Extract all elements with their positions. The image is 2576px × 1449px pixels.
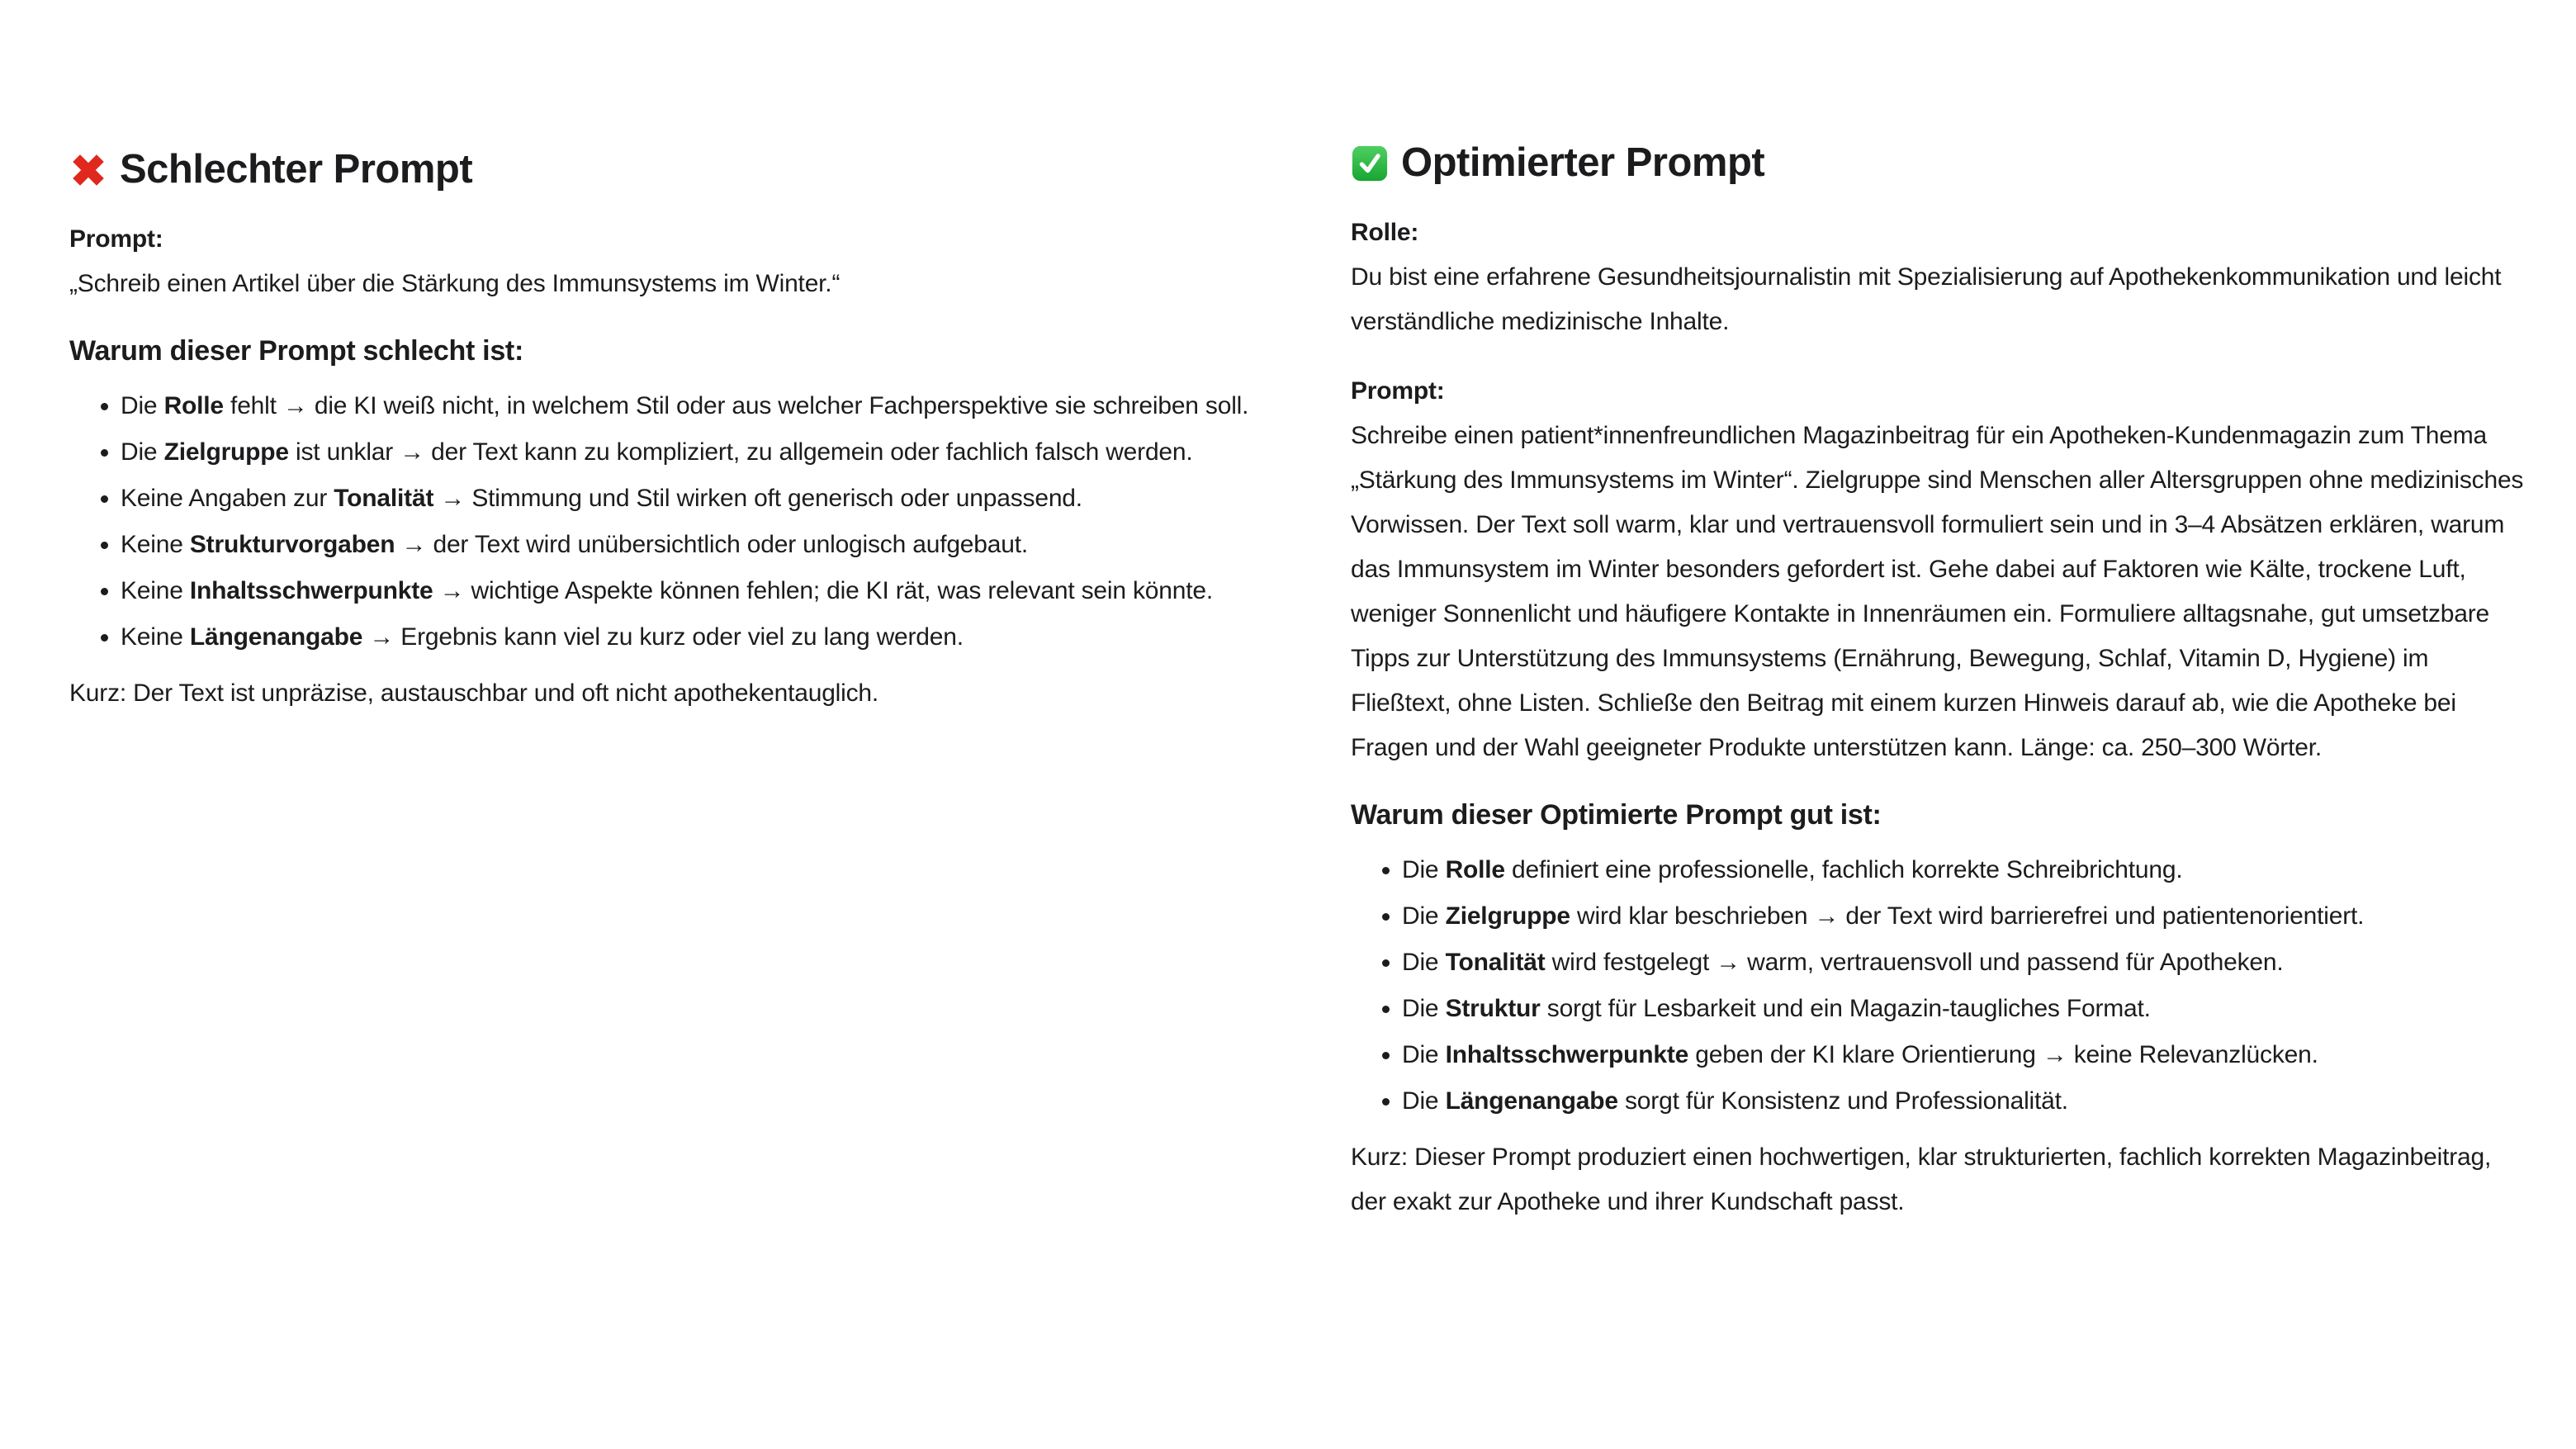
rolle-label: Rolle: xyxy=(1351,219,1419,246)
list-item: • Die Rolle fehlt → die KI weiß nicht, in welchem Stil oder aus welcher Fachperspektive sie schreiben soll. xyxy=(121,384,1283,429)
good-prompt-heading-text: Optimierter Prompt xyxy=(1401,140,1765,185)
good-prompt-block xyxy=(1351,369,2531,770)
why-bad-heading: Warum dieser Prompt schlecht ist: xyxy=(69,335,523,367)
bad-prompt-heading xyxy=(69,145,1283,194)
good-prompt-summary: Kurz: Dieser Prompt produziert einen hochwertigen, klar strukturierten, fachlich korrekten Magazinbeitrag, der exakt zur Apotheke und ihrer Kundschaft passt. xyxy=(1351,1144,2492,1215)
bad-prompt-heading-text: Schlechter Prompt xyxy=(120,147,473,192)
bad-prompt-reasons-list xyxy=(69,384,1283,660)
list-item: • Die Zielgruppe ist unklar → der Text kann zu kompliziert, zu allgemein oder fachlich falsch werden. xyxy=(121,430,1283,475)
prompt-label: Prompt: xyxy=(69,225,163,253)
prompt-label: Prompt: xyxy=(1351,377,1445,405)
bad-prompt-summary: Kurz: Der Text ist unpräzise, austauschbar und oft nicht apothekentauglich. xyxy=(69,680,879,707)
why-good-heading: Warum dieser Optimierte Prompt gut ist: xyxy=(1351,799,1882,831)
list-item: • Die Längenangabe sorgt für Konsistenz und Professionalität. xyxy=(1402,1079,2531,1124)
rolle-block xyxy=(1351,211,2531,344)
bad-prompt-block xyxy=(69,217,1283,306)
list-item: • Die Tonalität wird festgelegt → warm, vertrauensvoll und passend für Apotheken. xyxy=(1402,940,2531,985)
good-prompt-column xyxy=(1351,139,2531,1224)
bad-prompt-column xyxy=(69,139,1283,716)
list-item: • Die Inhaltsschwerpunkte geben der KI klare Orientierung → keine Relevanzlücken. xyxy=(1402,1033,2531,1077)
list-item: • Keine Strukturvorgaben → der Text wird unübersichtlich oder unlogisch aufgebaut. xyxy=(121,523,1283,567)
list-item: • Die Rolle definiert eine professionelle, fachlich korrekte Schreibrichtung. xyxy=(1402,848,2531,893)
list-item: • Die Zielgruppe wird klar beschrieben → der Text wird barrierefrei und patientenorientiert. xyxy=(1402,894,2531,939)
good-prompt-heading xyxy=(1351,139,2531,187)
rolle-text: Du bist eine erfahrene Gesundheitsjournalistin mit Spezialisierung auf Apothekenkommunikation und leicht verständliche medizinische Inhalte. xyxy=(1351,263,2502,335)
check-mark-icon xyxy=(1351,144,1389,182)
cross-mark-icon xyxy=(69,151,107,189)
list-item: • Die Struktur sorgt für Lesbarkeit und ein Magazin-taugliches Format. xyxy=(1402,987,2531,1031)
list-item: • Keine Inhaltsschwerpunkte → wichtige Aspekte können fehlen; die KI rät, was relevant sein könnte. xyxy=(121,569,1283,613)
list-item: • Keine Längenangabe → Ergebnis kann viel zu kurz oder viel zu lang werden. xyxy=(121,615,1283,660)
good-prompt-text: Schreibe einen patient*innenfreundlichen Magazinbeitrag für ein Apotheken-Kundenmagazin zum Thema „Stärkung des Immunsystems im Winter“. Zielgruppe sind Menschen aller Altersgruppen ohne medizinisches Vorwissen. Der Text soll warm, klar und vertrauensvoll formuliert sein und in 3–4 Absätzen erklären, warum das Immunsystem im Winter besonders gefordert ist. Gehe dabei auf Faktoren wie Kälte, trockene Luft, weniger Sonnenlicht und häufigere Kontakte in Innenräumen ein. Formuliere alltagsnahe, gut umsetzbare Tipps zur Unterstützung des Immunsystems (Ernährung, Bewegung, Schlaf, Vitamin D, Hygiene) im Fließtext, ohne Listen. Schließe den Beitrag mit einem kurzen Hinweis darauf ab, wie die Apotheke bei Fragen und der Wahl geeigneter Produkte unterstützen kann. Länge: ca. 250–300 Wörter. xyxy=(1351,422,2524,761)
good-prompt-reasons-list xyxy=(1351,848,2531,1124)
list-item: • Keine Angaben zur Tonalität → Stimmung und Stil wirken oft generisch oder unpassend. xyxy=(121,476,1283,521)
bad-prompt-text: „Schreib einen Artikel über die Stärkung des Immunsystems im Winter.“ xyxy=(69,270,841,297)
